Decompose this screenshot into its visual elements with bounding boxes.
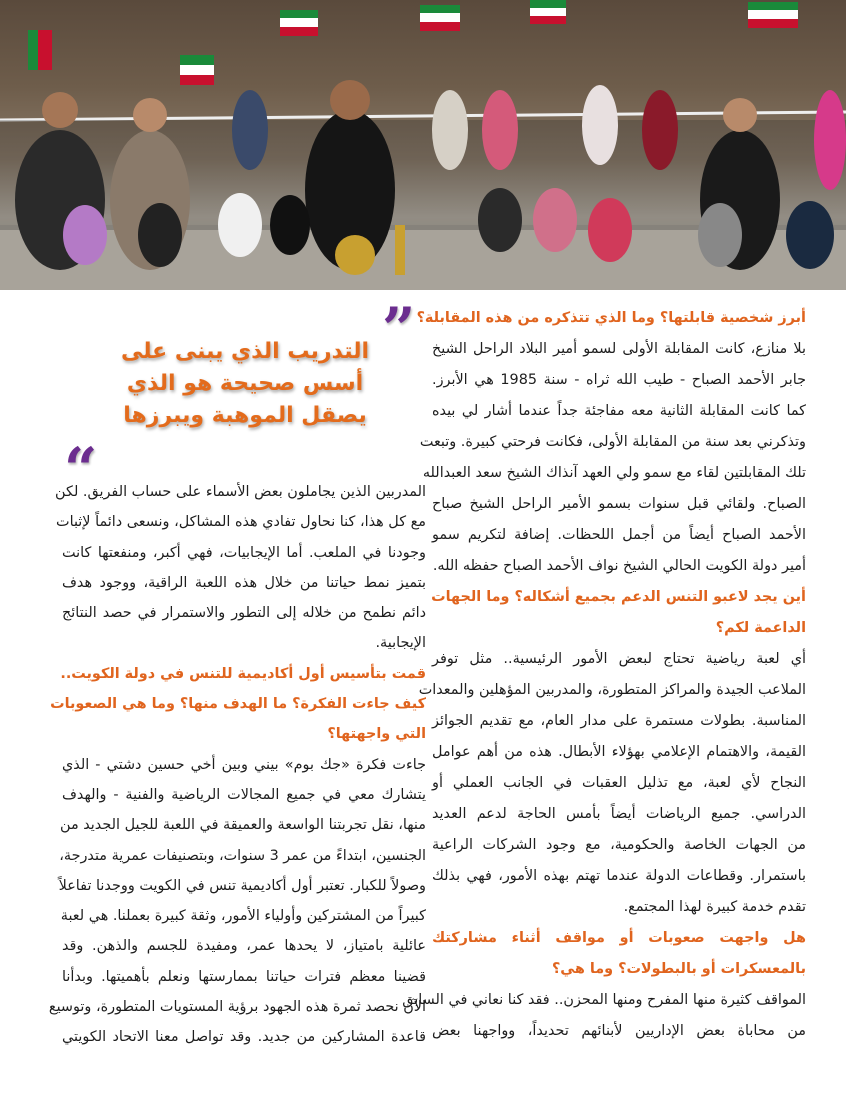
body-text-line: قاعدة المشاركين من جديد. وقد تواصل معنا الاتحاد الكويتي (62, 1029, 426, 1046)
article-column-right (402, 303, 806, 1047)
question-heading-line: أبرز شخصية قابلتها؟ وما الذي تتذكره من هذه المقابلة؟ (416, 310, 806, 326)
article-column-left (48, 477, 426, 1053)
body-text-line: بلا منازع، كانت المقابلة الأولى لسمو أمير البلاد الراحل الشيخ (432, 341, 806, 357)
body-text-line: أي لعبة رياضية تحتاج لبعض الأمور الرئيسية.. مثل توفر (432, 651, 806, 667)
body-text-line: تلك المقابلتين لقاء مع سمو ولي العهد آنذاك الشيخ سعد العبدالله (422, 465, 806, 481)
question-heading-line: التي واجهتها؟ (327, 726, 426, 743)
body-text-line: من محاباة بعض الإداريين لأبنائهم تحديداً، وواجهنا بعض (432, 1023, 806, 1039)
body-text-line: الصباح. ولقائي قبل سنوات بسمو الأمير الراحل الشيخ صباح (432, 496, 806, 512)
pull-quote-line: أسس صحيحة هو الذي (126, 371, 364, 396)
body-text-line: النجاح لأي لعبة، مع تذليل العقبات في الجانب العملي أو (432, 775, 806, 791)
group-photo-tennis-academy (0, 0, 846, 290)
body-text-line: يتشارك معي في جميع المجالات الرياضية والفنية - والهدف (62, 786, 426, 803)
body-text-line: تقدم خدمة كبيرة لهذا المجتمع. (623, 899, 806, 915)
body-text-line: الجنسين، ابتداءً من عمر 3 سنوات، وبتصنيفات عمرية متدرجة، (59, 847, 426, 864)
body-text-line: القيمة، والاهتمام الإعلامي بهؤلاء الأبطال. هذه من أهم عوامل (432, 744, 806, 760)
photo-illustration (0, 0, 846, 290)
tennis-net-top (0, 112, 846, 120)
kuwait-flags (28, 0, 798, 85)
pull-quote-line: التدريب الذي يبنى على (120, 339, 370, 364)
body-text-line: الآن نحصد ثمرة هذه الجهود برؤية المستويات المتطورة، وتوسيع (48, 999, 426, 1016)
pull-quote (110, 336, 380, 432)
body-text-line: قضينا معظم فترات حياتنا بممارستها ونعلم بأهميتها. وبدأنا (62, 968, 426, 985)
body-text-line: جاءت فكرة «جك بوم» بيني وبين أخي حسين دشتي - الذي (62, 756, 426, 773)
body-text-line: المواقف كثيرة منها المفرح ومنها المحزن.. فقد كنا نعاني في السابق (402, 992, 806, 1008)
body-text-line: باستمرار. وقطاعات الدولة عندما تهتم بهذه الأمور، فهي بذلك (432, 868, 806, 884)
question-heading-line: كيف جاءت الفكرة؟ ما الهدف منها؟ وما هي الصعوبات (50, 696, 426, 713)
body-text-line: الملاعب الجيدة والمراكز المتطورة، والمدربين المؤهلين والمعدات (418, 682, 806, 698)
trophy-cup (395, 225, 405, 275)
question-heading-line: أين يجد لاعبو التنس الدعم بجميع أشكاله؟ وما الجهات (431, 589, 806, 605)
body-text-line: جابر الأحمد الصباح - طيب الله ثراه - سنة 1985 هي الأبرز. (432, 372, 806, 388)
question-heading-line: الداعمة لكم؟ (715, 620, 806, 636)
body-text-line: المناسبة. بطولات مستمرة على مدار العام، مع تقديم الجوائز (432, 713, 806, 729)
trophy-plate (335, 235, 375, 275)
body-text-line: أمير دولة الكويت الحالي الشيخ نواف الأحمد الصباح حفظه الله. (432, 558, 806, 574)
body-text-line: الأحمد الصباح أيضاً من أجمل اللحظات. إضافة لتكريم سمو (432, 527, 806, 543)
body-text-line: وتذكرني بعد سنة من المقابلة الأولى، فكانت فرحتي كبيرة. وتبعت (419, 434, 806, 450)
body-text-line: مع كل هذا، كنا نحاول تفادي هذه المشاكل، ونسعى دائماً لإثبات (56, 514, 426, 531)
body-text-line: بتميز نمط حياتنا من خلال هذه اللعبة الراقية، ووجود هدف (62, 574, 426, 591)
pull-quote-line: يصقل الموهبة ويبرزها (123, 403, 367, 428)
open-quote-icon: “ (64, 435, 98, 503)
question-heading-line: بالمعسكرات أو بالبطولات؟ وما هي؟ (551, 961, 806, 977)
body-text-line: دائم نطمح من خلاله إلى التطور والاستمرار في حصد النتائج (62, 605, 426, 622)
body-text-line: كما كانت المقابلة الثانية معه مفاجئة جداً عندما أشار لي بيده (432, 403, 806, 419)
question-heading-line: قمت بتأسيس أول أكاديمية للتنس في دولة الكويت.. (60, 665, 426, 682)
body-text-line: الإيجابية. (375, 635, 426, 652)
body-text-line: كبيراً من المشتركين وأولياء الأمور، وثقة كبيرة بعملنا. هي لعبة (60, 908, 426, 925)
body-text-line: من الجهات الخاصة والحكومية، مع وجود الشركات الراعية (432, 837, 806, 853)
close-quote-icon: ” (382, 295, 416, 363)
body-text-line: الدراسي. جميع الرياضات أيضاً بأمس الحاجة لدعم العديد (432, 806, 806, 822)
question-heading-line: هل واجهت صعوبات أو مواقف أثناء مشاركتك (432, 930, 806, 946)
body-text-line: عائلية بامتياز، لا يحدها عمر، ومفيدة للجسم والذهن. وقد (62, 938, 426, 955)
body-text-line: منها، نقل تجربتنا الواسعة والعميقة في اللعبة للجيل الجديد من (60, 817, 426, 834)
body-text-line: وصولاً للكبار. تعتبر أول أكاديمية تنس في الكويت ووجدنا تفاعلاً (58, 877, 426, 894)
body-text-line: المدربين الذين يجاملون بعض الأسماء على حساب الفريق. لكن (55, 484, 426, 500)
body-text-line: وجودنا في الملعب. أما الإيجابيات، فهي أكبر، ومنفعتها كانت (62, 544, 426, 561)
